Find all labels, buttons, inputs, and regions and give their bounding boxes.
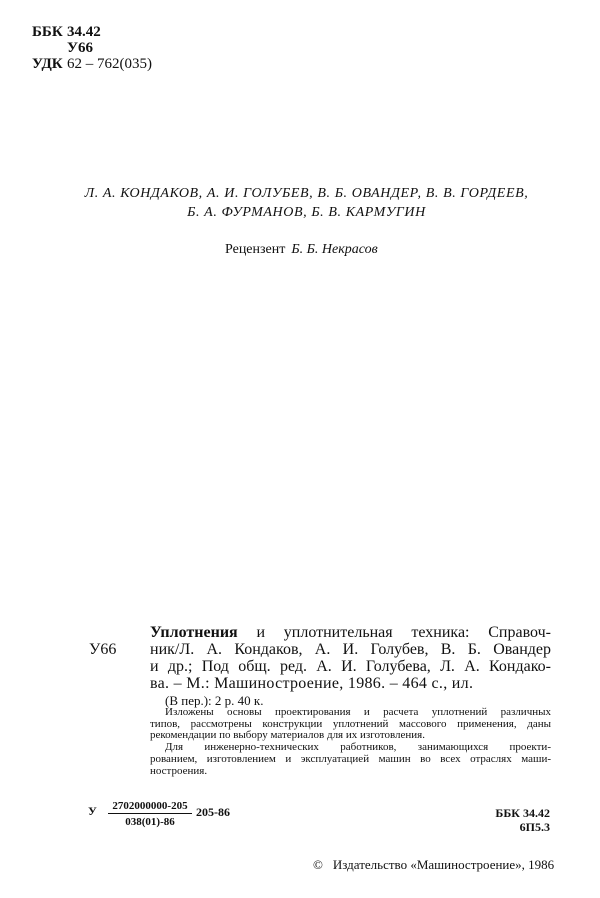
- authors: [58, 184, 555, 222]
- abstract-line: Изложены основы проектирования и расчета уплотнений различных: [165, 706, 551, 718]
- classification-codes: [32, 24, 152, 72]
- udk-label: УДК: [32, 56, 63, 72]
- index-suffix: 205-86: [196, 805, 230, 819]
- reviewer-name: Б. Б. Некрасов: [291, 242, 378, 257]
- abstract-line: рованием, изготовлением и эксплуатацией машин во всех отраслях маши-: [150, 752, 551, 765]
- entry-title: Уплотнения: [150, 624, 238, 641]
- abstract-line: рекомендации по выбору материалов для их изготовления.: [150, 729, 425, 742]
- abstract-line: ностроения.: [150, 764, 208, 777]
- entry-line: ва. – М.: Машиностроение, 1986. – 464 с., ил.: [150, 675, 474, 692]
- author-mark: У66: [67, 40, 94, 56]
- bbk-value: 34.42: [67, 24, 101, 40]
- bbk-bottom-line: ББК 34.42: [495, 806, 550, 820]
- bibliographic-entry: [150, 624, 551, 692]
- index-letter: У: [88, 804, 97, 818]
- bbk-label: ББК: [32, 24, 63, 40]
- bbk-bottom: [470, 806, 550, 834]
- entry-mark: У66: [89, 641, 117, 658]
- authors-line: Л. А. КОНДАКОВ, А. И. ГОЛУБЕВ, В. Б. ОВАНДЕР, В. В. ГОРДЕЕВ,: [84, 186, 529, 201]
- index-denominator: 038(01)-86: [125, 816, 175, 828]
- entry-line: Уплотнения и уплотнительная техника: Справоч-: [150, 624, 551, 641]
- abstract-line: Для инженерно-технических работников, занимающихся проекти-: [165, 741, 551, 754]
- copyright: [313, 857, 554, 873]
- entry-line: и др.; Под общ. ред. А. И. Голубева, Л. А. Кондако-: [150, 658, 551, 675]
- udk-value: 62 – 762(035): [67, 56, 152, 72]
- entry-line: ник/Л. А. Кондаков, А. И. Голубев, В. Б. Овандер: [150, 641, 551, 658]
- abstract: [150, 707, 551, 777]
- reviewer-label: Рецензент: [225, 242, 286, 257]
- authors-line: Б. А. ФУРМАНОВ, Б. В. КАРМУГИН: [187, 205, 426, 220]
- bbk-bottom-line: 6П5.3: [519, 820, 550, 834]
- copyright-text: Издательство «Машиностроение», 1986: [332, 857, 555, 872]
- reviewer: [225, 242, 378, 258]
- abstract-line: типов, рассмотрены конструкции уплотнений массового применения, даны: [150, 717, 551, 730]
- copyright-icon: ©: [313, 857, 323, 872]
- price: (В пер.): 2 р. 40 к.: [165, 693, 264, 708]
- index-numerator: 2702000000-205: [108, 800, 192, 814]
- index-fraction: [108, 800, 192, 828]
